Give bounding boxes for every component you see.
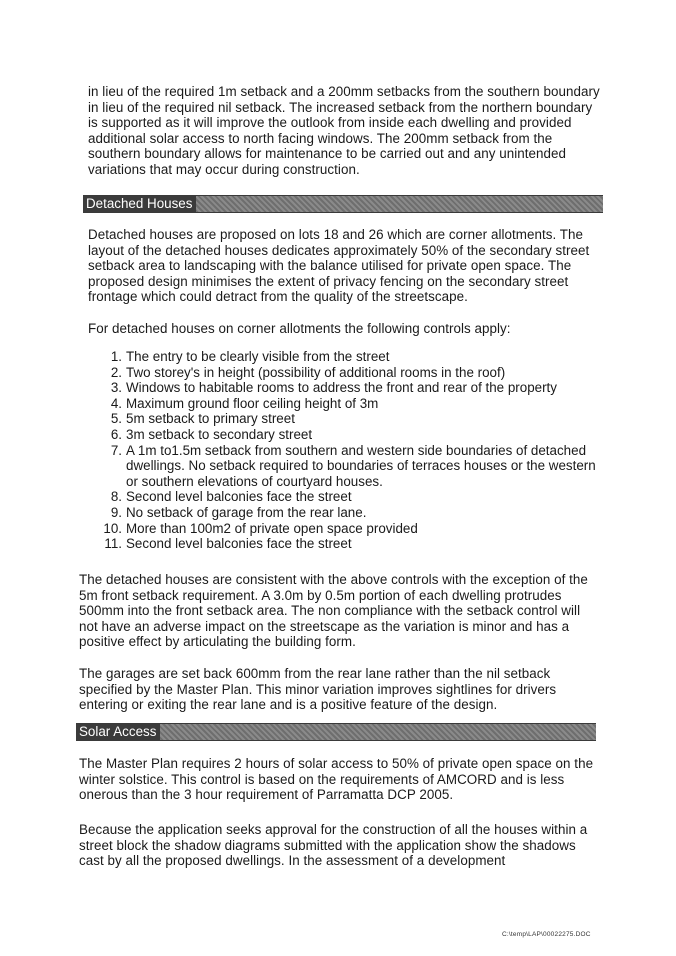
solar-access-heading-bar xyxy=(76,723,596,741)
detached-paragraph-2: For detached houses on corner allotments the following controls apply: xyxy=(88,321,511,336)
detached-paragraph-1: Detached houses are proposed on lots 18 and 26 which are corner allotments. The layout of the detached houses dedicates approximately 50% of the secondary street setback area to landscaping with the balance utilised for private open space. The proposed design minimises the extent of privacy fencing on the secondary street frontage which could detract from the quality of the streetscape. xyxy=(88,227,590,305)
list-item: 9. No setback of garage from the rear lane. xyxy=(110,504,367,520)
list-item: 3. Windows to habitable rooms to address the front and rear of the property xyxy=(110,380,557,396)
detached-houses-heading-bar xyxy=(83,195,603,213)
detached-houses-heading: Detached Houses xyxy=(83,196,196,212)
file-reference: C:\temp\LAP\00022275.DOC xyxy=(502,931,591,938)
list-item: 1. The entry to be clearly visible from the street xyxy=(110,349,390,364)
solar-paragraph-1: The Master Plan requires 2 hours of solar access to 50% of private open space on the winter solstice. This control is based on the requirements of AMCORD and is less onerous than the 3 hour requirement of Parramatta DCP 2005. xyxy=(79,756,594,803)
solar-paragraph-2: Because the application seeks approval for the construction of all the houses within a street block the shadow diagrams submitted with the application show the shadows cast by all the proposed dwellings. In the assessment of a development xyxy=(79,822,588,869)
list-item: 6. 3m setback to secondary street xyxy=(110,426,313,442)
list-item: 7. A 1m to1.5m setback from southern and western side boundaries of detached dwellings. No setback required to boundaries of terraces houses or the western or southern elevations of courtyard houses. xyxy=(110,442,596,489)
list-item: 11. Second level balconies face the street xyxy=(104,536,352,552)
solar-access-heading: Solar Access xyxy=(76,724,160,740)
detached-paragraph-4: The garages are set back 600mm from the rear lane rather than the nil setback specified by the Master Plan. This minor variation improves sightlines for drivers entering or exiting the rear lane and is a positive feature of the design. xyxy=(79,666,557,713)
list-item: 5. 5m setback to primary street xyxy=(110,411,295,427)
controls-list xyxy=(102,349,602,552)
list-item: 4. Maximum ground floor ceiling height of 3m xyxy=(110,395,379,411)
intro-paragraph: in lieu of the required 1m setback and a 200mm setbacks from the southern boundary in lieu of the required nil setback. The increased setback from the northern boundary is supported as it will improve the outlook from inside each dwelling and provided additional solar access to north facing windows. The 200mm setback from the southern boundary allows for maintenance to be carried out and any unintended variations that may occur during construction. xyxy=(88,84,600,177)
detached-paragraph-3: The detached houses are consistent with the above controls with the exception of the 5m front setback requirement. A 3.0m by 0.5m portion of each dwelling protrudes 500mm into the front setback area. The non compliance with the setback control will not have an adverse impact on the streetscape as the variation is minor and has a positive effect by articulating the building form. xyxy=(79,572,588,650)
list-item: 2. Two storey's in height (possibility of additional rooms in the roof) xyxy=(110,364,506,380)
list-item: 8. Second level balconies face the street xyxy=(110,489,352,505)
list-item: 10. More than 100m2 of private open space provided xyxy=(103,520,418,536)
